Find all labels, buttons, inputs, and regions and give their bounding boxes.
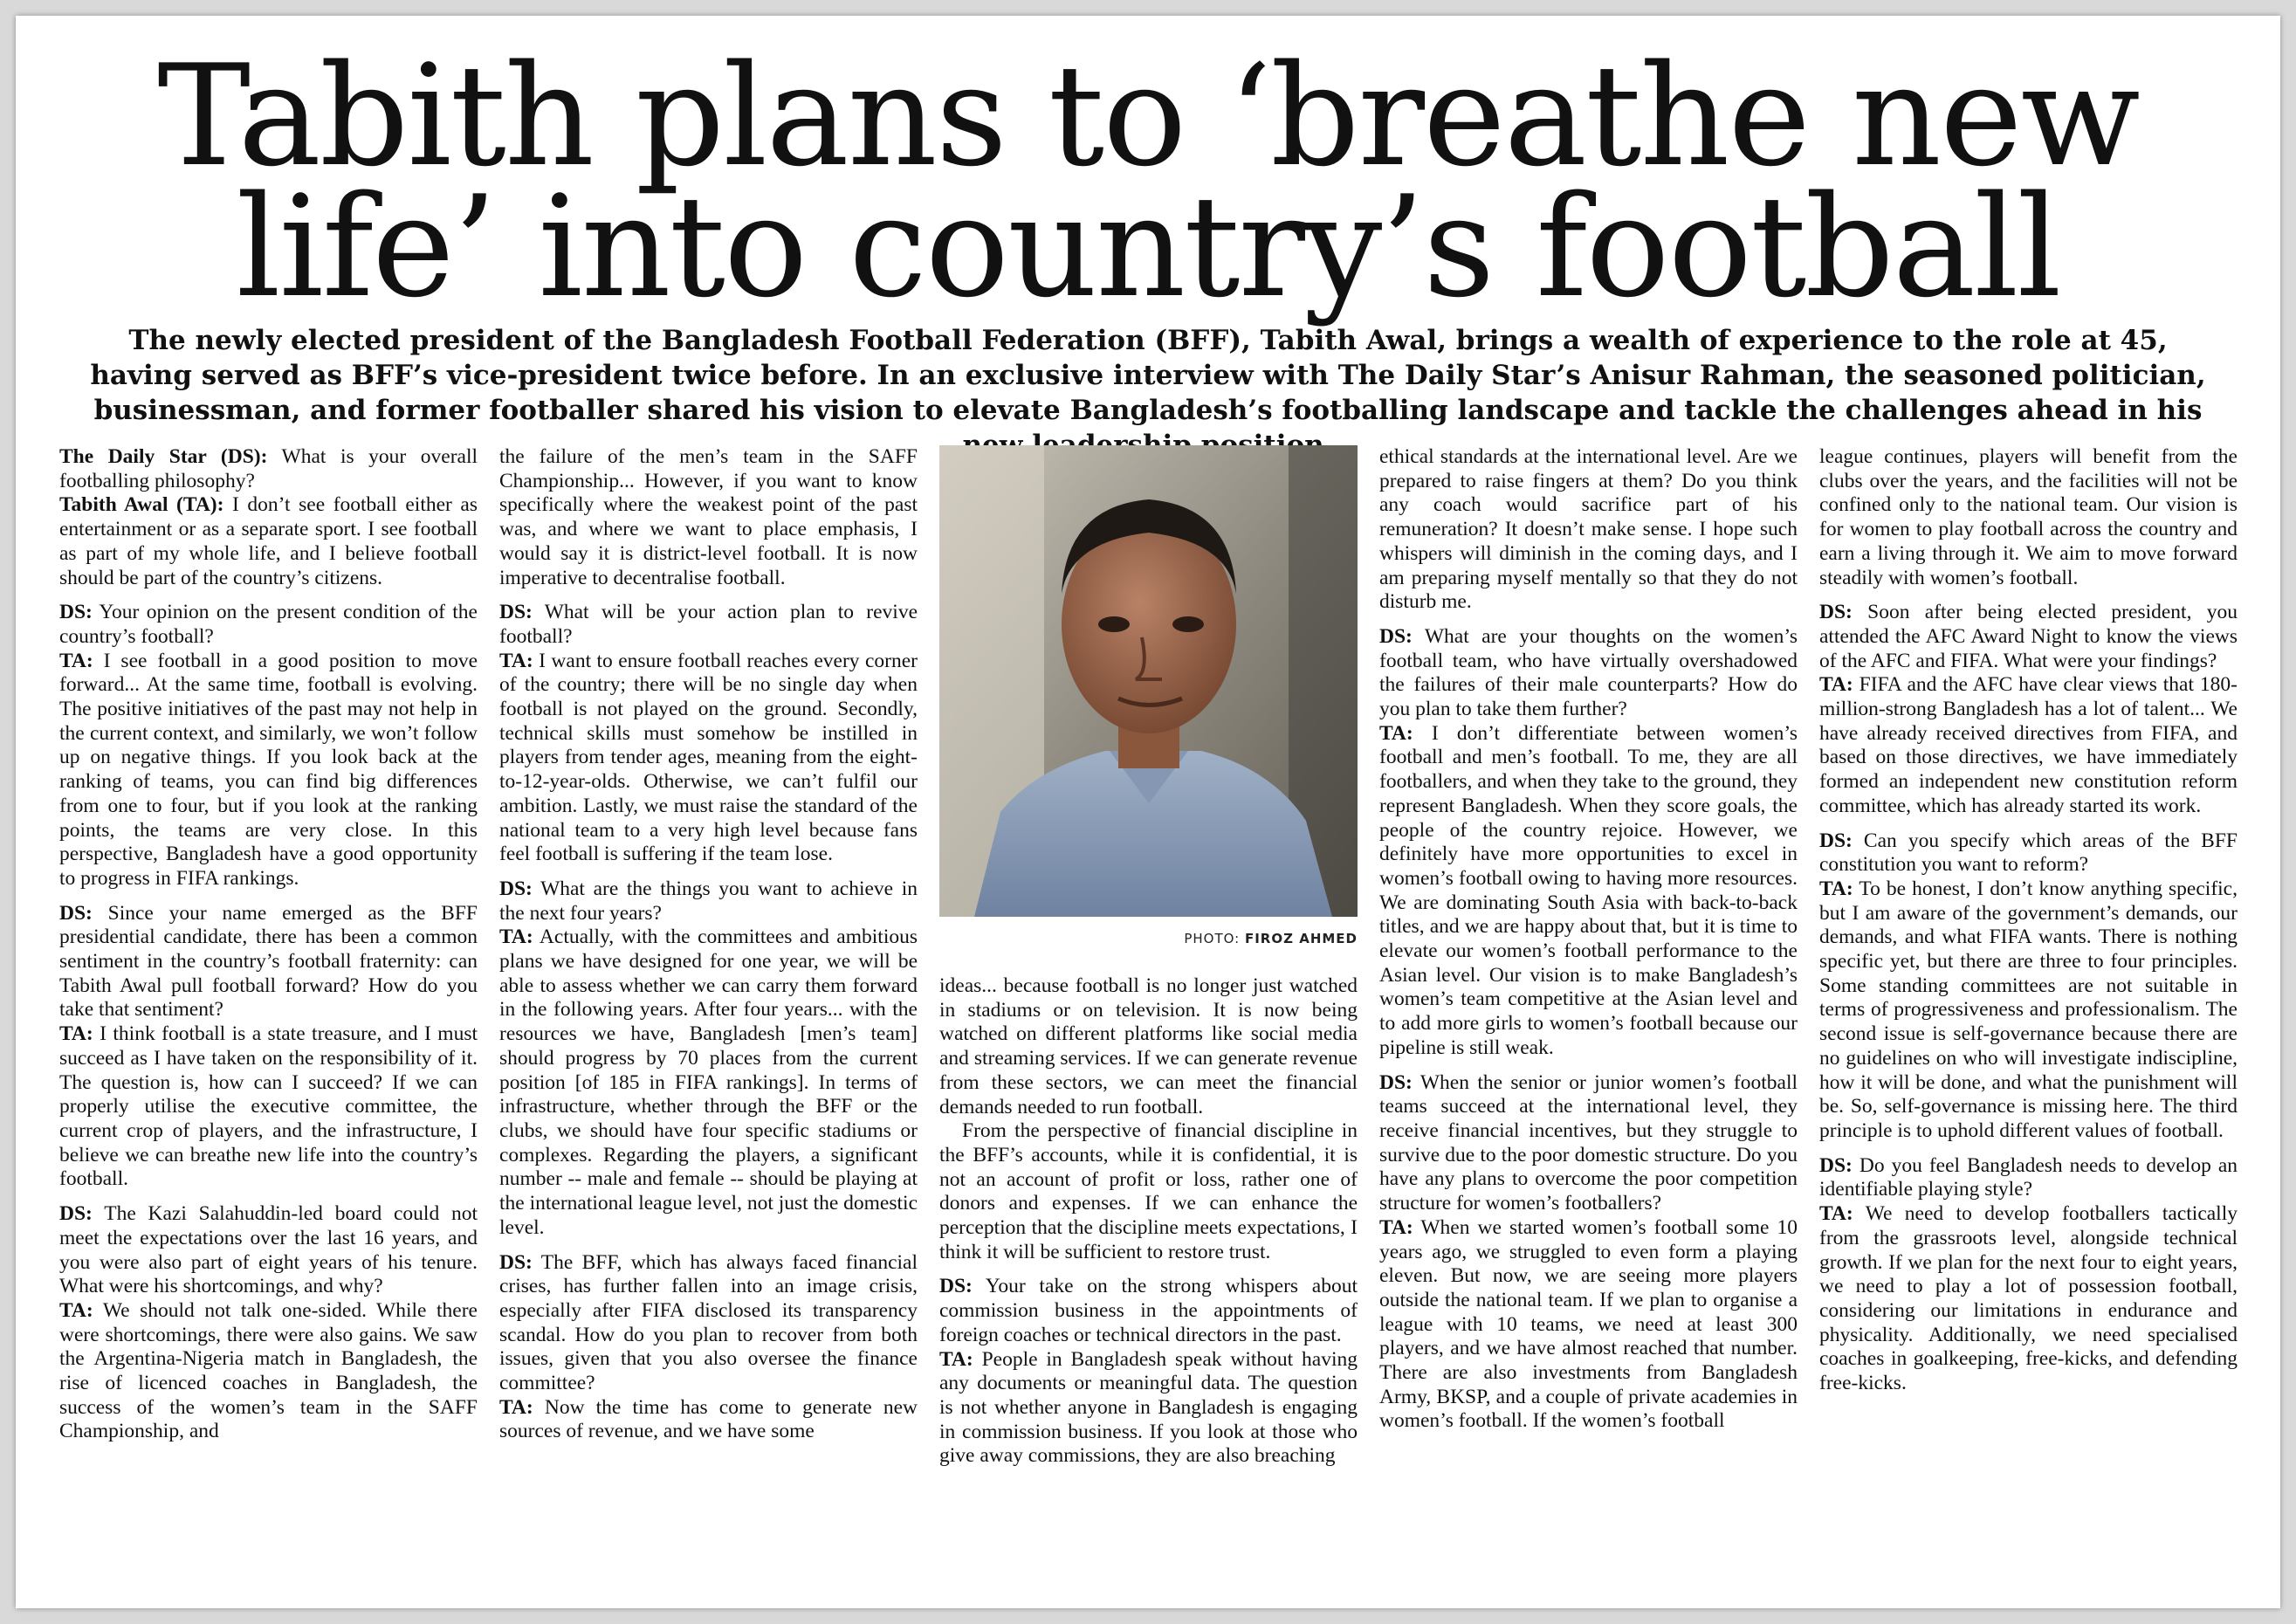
speaker-label: DS:	[499, 1250, 533, 1274]
article-paragraph	[1819, 445, 2238, 590]
paragraph-text: What will be your action plan to revive football?	[499, 601, 918, 648]
paragraph-text: To be honest, I don’t know anything specific, but I am aware of the government’s demands, our demands, and what FIFA wants. There is nothing specific yet, but there are three to four principles. Some standing committees are not suitable in terms of progressiveness and professionalism. The second issue is self-governance because there are no guidelines on who will investigate indiscipline, how it will be done, and what the punishment will be. So, self-governance is missing here. The third principle is to uphold different values of football.	[1819, 877, 2238, 1142]
speaker-label: The Daily Star (DS):	[59, 445, 268, 468]
portrait-photo	[939, 445, 1358, 917]
speaker-label: TA:	[1819, 877, 1853, 900]
speaker-label: DS:	[1819, 601, 1853, 624]
paragraph-text: What is your overall footballing philosophy?	[59, 445, 478, 492]
speaker-label: DS:	[499, 877, 533, 900]
paragraph-text: Can you specify which areas of the BFF constitution you want to reform?	[1819, 829, 2238, 877]
credit-name: FIROZ AHMED	[1244, 931, 1358, 946]
article-paragraph	[59, 902, 478, 1192]
article-paragraph	[59, 601, 478, 891]
paragraph-text: Your take on the strong whispers about commission business in the appointments of foreign coaches or technical directors in the past.	[939, 1275, 1358, 1346]
speaker-label: TA:	[59, 649, 93, 672]
paragraph-text: I don’t differentiate between women’s football and men’s football. To me, they are all footballers, and when they take to the ground, they represent Bangladesh. When they score goals, the people of the country rejoice. However, we definitely have more opportunities to excel in women’s football owing to having more resources. We are dominating South Asia with back-to-back titles, and we are happy about that, but it is time to elevate our women’s football performance to the Asian level. Our vision is to make Bangladesh’s women’s team competitive at the Asian level and to add more girls to women’s football because our pipeline is still weak.	[1379, 721, 1798, 1059]
article-paragraph	[1819, 829, 2238, 1144]
article-paragraph	[1819, 601, 2238, 818]
speaker-label: TA:	[499, 926, 533, 949]
speaker-label: TA:	[1379, 721, 1413, 745]
speaker-label: TA:	[59, 1022, 93, 1046]
speaker-label: TA:	[1819, 673, 1853, 697]
column-2	[499, 445, 918, 1455]
article-paragraph	[1819, 1154, 2238, 1396]
paragraph-text: I want to ensure football reaches every corner of the country; there will be no single day when football is not played on the ground. Secondly, technical skills must somehow be instilled in players from tender ages, meaning from the eight-to-12-year-olds. Otherwise, we can’t fulfil our ambition. Lastly, we must raise the standard of the national team to a very high level because fans feel football is suffering if the team lose.	[499, 649, 918, 866]
speaker-label: DS:	[939, 1275, 973, 1298]
photo-credit	[939, 931, 1358, 946]
article-paragraph	[939, 1275, 1358, 1469]
speaker-label: DS:	[59, 901, 93, 925]
paragraph-text: ethical standards at the international level. Are we prepared to raise fingers at them? Do you think any coach would sacrifice part of his remuneration? It doesn’t make sense. I hope such whispers will diminish in the coming days, and I am preparing myself mentally so that they do not disturb me.	[1379, 445, 1798, 614]
speaker-label: TA:	[499, 1395, 533, 1419]
column-3	[939, 974, 1358, 1479]
article-paragraph	[499, 1251, 918, 1445]
article-paragraph	[1379, 625, 1798, 1061]
paragraph-text: Now the time has come to generate new sources of revenue, and we have some	[499, 1395, 918, 1443]
column-5	[1819, 445, 2238, 1407]
paragraph-text: When we started women’s football some 10 years ago, we struggled to even form a playing eleven. But now, we are seeing more players outside the national team. If we plan to organise a league with 10 teams, we need at least 300 players, and we have almost reached that number. There are also investments from Bangladesh Army, BKSP, and a couple of private academies in women’s football. If the women’s football	[1379, 1215, 1798, 1433]
speaker-label: TA:	[59, 1298, 93, 1322]
article-paragraph	[1379, 1071, 1798, 1435]
article-paragraph	[59, 445, 478, 590]
headline: Tabith plans to ‘breathe new life’ into country’s football	[157, 34, 2139, 328]
paragraph-text: Since your name emerged as the BFF presidential candidate, there has been a common sentiment in the country’s football fraternity: can Tabith Awal pull football forward? How do you take that sentiment?	[59, 901, 478, 1022]
article-paragraph	[59, 1202, 478, 1444]
newspaper-page	[16, 16, 2280, 1608]
column-4	[1379, 445, 1798, 1444]
paragraph-text: When the senior or junior women’s football teams succeed at the international level, they receive financial incentives, but they struggle to survive due to the poor domestic structure. Do you have any plans to overcome the poor competition structure for women’s footballers?	[1379, 1070, 1798, 1215]
paragraph-text: league continues, players will benefit from the clubs over the years, and the facilities will not be confined only to the national team. Our vision is for women to play football across the country and earn a living through it. We aim to move forward steadily with women’s football.	[1819, 445, 2238, 589]
credit-label: PHOTO:	[1184, 931, 1241, 946]
speaker-label: DS:	[1379, 1070, 1413, 1094]
paragraph-text: I don’t see football either as entertainment or as a separate sport. I see football as part of my whole life, and I believe football should be part of the country’s citizens.	[59, 493, 478, 589]
speaker-label: DS:	[499, 601, 533, 624]
paragraph-text: Do you feel Bangladesh needs to develop an identifiable playing style?	[1819, 1153, 2238, 1201]
speaker-label: DS:	[1379, 624, 1413, 648]
article-paragraph	[939, 1119, 1358, 1264]
speaker-label: TA:	[499, 649, 533, 672]
article-paragraph	[499, 445, 918, 590]
paragraph-text: the failure of the men’s team in the SAFF Championship... However, if you want to know specifically where the weakest point of the past was, and where we want to place emphasis, I would say it is district-level football. It is now imperative to decentralise football.	[499, 445, 918, 589]
speaker-label: TA:	[1379, 1215, 1413, 1239]
paragraph-text: ideas... because football is no longer just watched in stadiums or on television. It is now being watched on different platforms like social media and streaming services. If we can generate revenue from these sectors, we can meet the financial demands needed to run football.	[939, 974, 1358, 1118]
paragraph-text: The BFF, which has always faced financial crises, has further fallen into an image crisis, especially after FIFA disclosed its transparency scandal. How do you plan to recover from both issues, given that you also oversee the finance committee?	[499, 1250, 918, 1395]
portrait-illustration	[939, 445, 1358, 917]
paragraph-text: The Kazi Salahuddin-led board could not meet the expectations over the last 16 years, and you were also part of eight years of his tenure. What were his shortcomings, and why?	[59, 1202, 478, 1298]
article-paragraph	[1379, 445, 1798, 615]
article-paragraph	[499, 877, 918, 1241]
paragraph-text: People in Bangladesh speak without having any documents or meaningful data. The question is not whether anyone in Bangladesh is engaging in commission business. If you look at those who give away commissions, they are also breaching	[939, 1347, 1358, 1468]
paragraph-text: Actually, with the committees and ambitious plans we have designed for one year, we will be able to assess whether we can carry them forward in the following years. After four years... with the resources we have, Bangladesh [men’s team] should progress by 70 places from the current position [of 185 in FIFA rankings]. In terms of infrastructure, whether through the BFF or the clubs, we should have four specific stadiums or complexes. Regarding the players, a significant number -- male and female -- should be playing at the international league level, not just the domestic level.	[499, 926, 918, 1239]
speaker-label: TA:	[939, 1347, 973, 1371]
speaker-label: Tabith Awal (TA):	[59, 493, 224, 517]
intro-standfirst: The newly elected president of the Bangladesh Football Federation (BFF), Tabith Awal, brings a wealth of experience to the role at 45, having served as BFF’s vice-president twice before. In an exclusive interview with The Daily Star’s Anisur Rahman, the seasoned politician, businessman, and former footballer shared his vision to elevate Bangladesh’s footballing landscape and tackle the challenges ahead in his	[90, 325, 2206, 426]
paragraph-text: What are your thoughts on the women’s football team, who have virtually overshadowed the failures of their male counterparts? How do you plan to take them further?	[1379, 624, 1798, 721]
speaker-label: DS:	[59, 601, 93, 624]
article-paragraph	[499, 601, 918, 867]
paragraph-text: Your opinion on the present condition of the country’s football?	[59, 601, 478, 648]
speaker-label: DS:	[1819, 1153, 1853, 1177]
paragraph-text: From the perspective of financial discipline in the BFF’s accounts, while it is confidential, it is not an account of profit or loss, rather one of donors and expenses. If we can enhance the perception that the discipline meets expectations, I think it will be sufficient to restore trust.	[939, 1119, 1358, 1263]
paragraph-text: I think football is a state treasure, and I must succeed as I have taken on the responsibility of it. The question is, how can I succeed? If we can properly utilise the executive committee, the current crop of players, and the infrastructure, I believe we can breathe new life into the country’s football.	[59, 1022, 478, 1191]
speaker-label: DS:	[59, 1202, 93, 1226]
speaker-label: DS:	[1819, 829, 1853, 852]
paragraph-text: FIFA and the AFC have clear views that 180-million-strong Bangladesh has a lot of talent... We have already received directives from FIFA, and based on those directives, we have immediately formed an independent new constitution reform committee, which has already started its work.	[1819, 673, 2238, 817]
speaker-label: TA:	[1819, 1202, 1853, 1226]
paragraph-text: We should not talk one-sided. While there were shortcomings, there were also gains. We saw the Argentina-Nigeria match in Bangladesh, the rise of licenced coaches in Bangladesh, the success of the women’s team in the SAFF Championship, and	[59, 1298, 478, 1443]
paragraph-text: We need to develop footballers tactically from the grassroots level, alongside technical growth. If we plan for the next four to eight years, we need to play a lot of possession football, considering our limitations in endurance and physicality. Additionally, we need specialised coaches in goalkeeping, free-kicks, and defending free-kicks.	[1819, 1202, 2238, 1395]
paragraph-text: I see football in a good position to move forward... At the same time, football is evolving. The positive initiatives of the past may not help in the current context, and similarly, we won’t follow up on negative things. If you look back at the ranking of teams, you can find big differences from one to four, but if you look at the ranking points, the teams are very close. In this perspective, Bangladesh have a good opportunity to progress in FIFA rankings.	[59, 649, 478, 890]
column-1	[59, 445, 478, 1455]
paragraph-text: Soon after being elected president, you attended the AFC Award Night to know the views of the AFC and FIFA. What were your findings?	[1819, 601, 2238, 672]
paragraph-text: What are the things you want to achieve in the next four years?	[499, 877, 918, 925]
article-paragraph	[939, 974, 1358, 1119]
